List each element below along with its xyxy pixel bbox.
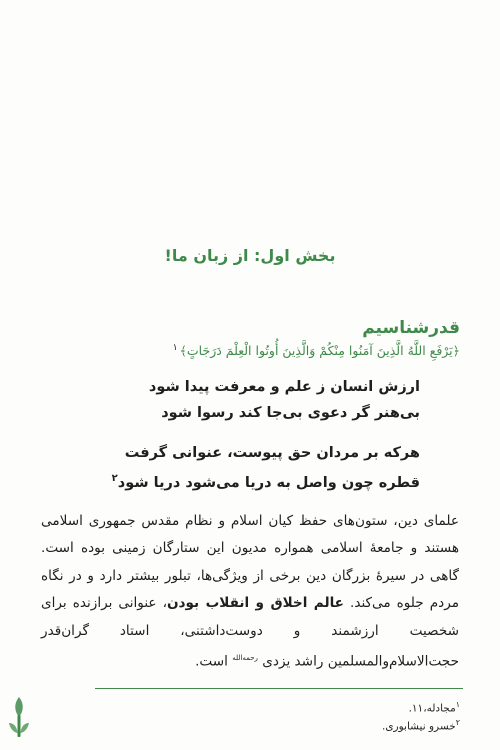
honorific-mark: رحمه‌الله <box>232 654 258 663</box>
publisher-logo-icon <box>6 693 32 743</box>
body-text-part: علمای دین، ستون‌های حفظ کیان اسلام و نظام مقدس جمهوری اسلامی هستند و جامعهٔ اسلامی همواره مدیون این ستارگان زمینی بوده است. گاهی در سیرهٔ بزرگان دین برخی از ویژگی‌ها، تبلور بیشتر دارد و در نگاه مردم جلوه می‌کند. <box>41 513 459 612</box>
footnote-number: ۲ <box>455 718 460 727</box>
chapter-heading: قدرشناسیم <box>362 318 460 338</box>
section-title: بخش اول: از زبان ما! <box>164 246 336 265</box>
poem-footnote-mark[interactable]: ۲ <box>111 473 118 484</box>
footnote-1 <box>160 700 460 715</box>
footnote-number: ۱ <box>455 700 460 709</box>
body-paragraph <box>41 508 459 676</box>
poem-line-with-footnote <box>90 466 420 492</box>
footnote-text: خسرو نیشابوری. <box>382 720 456 733</box>
poem-line: قطره چون واصل به دریا می‌شود دریا شود <box>117 474 420 491</box>
poem-couplet-1 <box>90 374 420 426</box>
emphasis-text: عالم اخلاق و انقلاب بودن <box>166 595 344 612</box>
body-text-part: ، عنوانی برازنده برای شخصیت ارزشمند و دوست‌داشتنی، استاد گران‌قدر حجت‌الاسلام‌والمسلمین راشد یزدی <box>41 595 459 670</box>
poem-couplet-2 <box>90 440 420 492</box>
body-text-part: است. <box>195 653 233 670</box>
quran-verse <box>40 343 460 358</box>
verse-footnote-mark[interactable]: ۱ <box>172 343 178 353</box>
verse-text: ﴿يَرْفَعِ اللَّهُ الَّذِينَ آمَنُوا مِنْكُمْ وَالَّذِينَ أُوتُوا الْعِلْمَ دَرَجَاتٍ﴾ <box>179 343 460 359</box>
footnote-2 <box>160 718 460 733</box>
footnote-text: مجادله،۱۱. <box>408 702 456 715</box>
poem-line: بی‌هنر گر دعوی بی‌جا کند رسوا شود <box>161 405 420 421</box>
footnote-divider <box>95 688 463 689</box>
poem-line: هرکه بر مردان حق پیوست، عنوانی گرفت <box>124 445 420 461</box>
poem-line: ارزش انسان ز علم و معرفت پیدا شود <box>148 379 420 395</box>
